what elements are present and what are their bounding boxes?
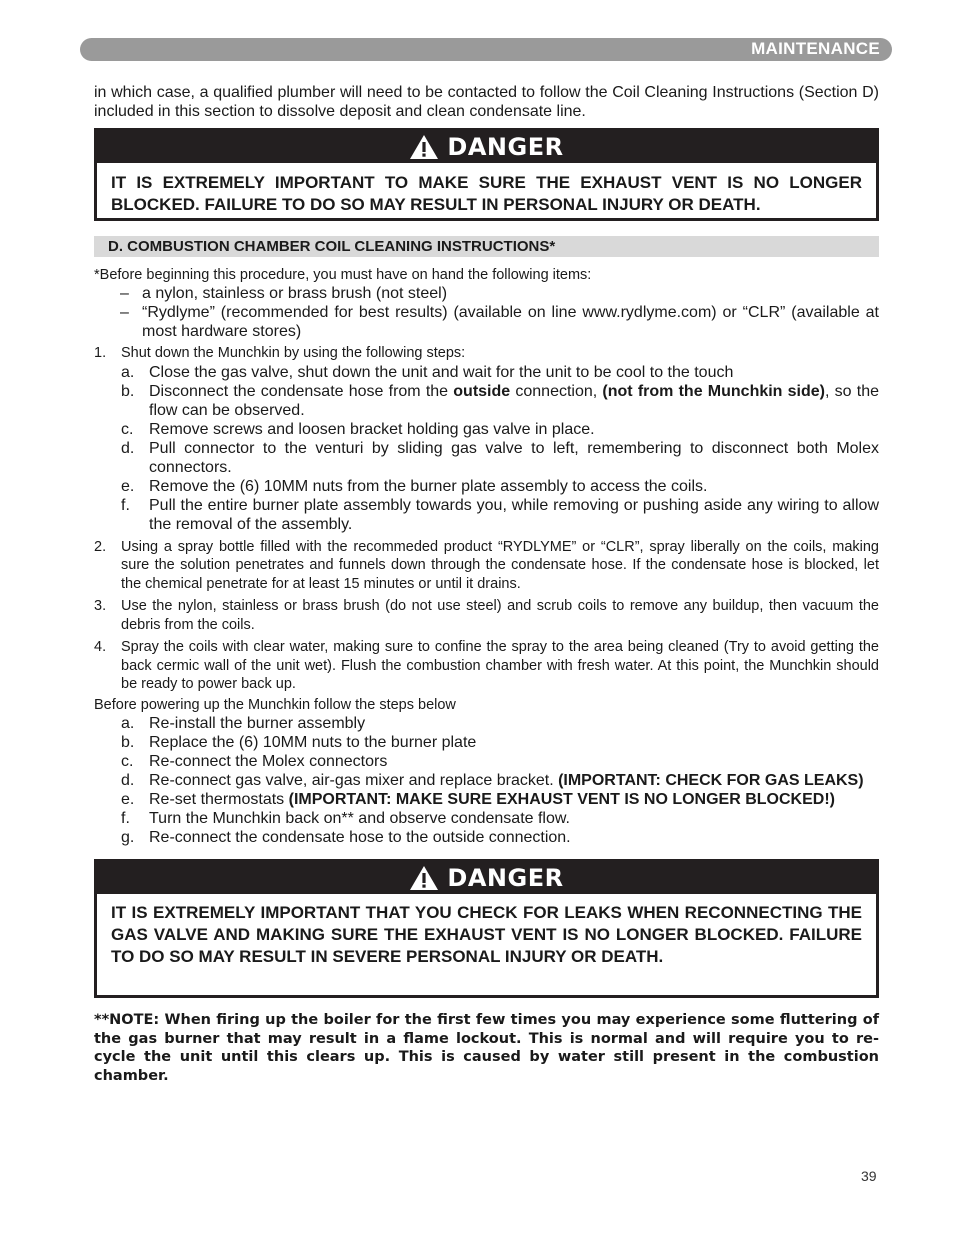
intro-paragraph: in which case, a qualified plumber will need to be contacted to follow the Coil Cleaning Instructions (Section D) included in this section to dissolve deposit and clean condensate line. [94,84,879,120]
step-1-substeps [94,363,879,534]
note-paragraph: **NOTE: When firing up the boiler for the first few times you may experience some fluttering of the gas burner that may result in a flame lockout. This is normal and will require you to re-cycle the unit until this clears up. This is caused by water still present in the combustion chamber. [94,1012,879,1084]
list-item: c. Remove screws and loosen bracket holding gas valve in place. [121,420,595,438]
list-item: f. Turn the Munchkin back on** and observe condensate flow. [121,810,570,827]
danger-title: DANGER [447,133,564,161]
danger-header [97,862,876,894]
section-header: MAINTENANCE [751,39,880,58]
list-item: – a nylon, stainless or brass brush (not steel) [120,285,448,302]
list-item: g. Re-connect the condensate hose to the outside connection. [121,829,571,846]
section-title: D. COMBUSTION CHAMBER COIL CLEANING INSTRUCTIONS* [94,236,879,257]
step-3: 3. Use the nylon, stainless or brass brush (do not use steel) and scrub coils to remove any buildup, then vacuum the debris from the coils. [94,598,879,633]
list-item: a. Close the gas valve, shut down the unit and wait for the unit to be cool to the touch [121,363,734,381]
list-item: d. Re-connect gas valve, air-gas mixer and replace bracket. (IMPORTANT: CHECK FOR GAS LEAKS) [121,772,864,789]
list-item: e. Remove the (6) 10MM nuts from the burner plate assembly to access the coils. [121,477,708,495]
header-bar [80,38,892,61]
list-item: a. Re-install the burner assembly [121,715,366,732]
power-up-steps [94,714,879,847]
page-number: 39 [861,1168,877,1184]
danger-body: IT IS EXTREMELY IMPORTANT THAT YOU CHECK FOR LEAKS WHEN RECONNECTING THE GAS VALVE AND MAKING SURE THE EXHAUST VENT IS NO LONGER BLOCKED. FAILURE TO DO SO MAY RESULT IN SEVERE PERSONAL INJURY OR DEATH. [111,903,862,966]
list-item: b. Replace the (6) 10MM nuts to the burner plate [121,734,477,751]
list-item: b. Disconnect the condensate hose from the outside connection, (not from the Munchkin side), so the flow can be observed. [121,382,879,419]
list-item: – “Rydlyme” (recommended for best results) (available on line www.rydlyme.com) or “CLR” (available at most hardware stores) [120,304,879,340]
list-item: c. Re-connect the Molex connectors [121,753,388,770]
list-item: d. Pull connector to the venturi by sliding gas valve to left, remembering to disconnect both Molex connectors. [121,439,879,476]
supplies-list [94,284,879,341]
warning-triangle-icon [409,865,439,891]
warning-triangle-icon [409,134,439,160]
list-item: e. Re-set thermostats (IMPORTANT: MAKE SURE EXHAUST VENT IS NO LONGER BLOCKED!) [121,791,835,808]
danger-header [97,131,876,163]
step-2: 2. Using a spray bottle filled with the recommeded product “RYDLYME” or “CLR”, spray liberally on the coils, making sure the solution penetrates and funnels down through the condensate hose. If the condensate hose is blocked, let the chemical penetrate for at least 15 minutes or until it drains. [94,538,879,592]
step-4: 4. Spray the coils with clear water, making sure to confine the spray to the area being cleaned (Try to avoid getting the back cermic wall of the unit wet). Flush the combustion chamber with fresh water. At this point, the Munchkin should be ready to power back up. [94,639,879,692]
list-item: f. Pull the entire burner plate assembly towards you, while removing or pushing aside any wiring to allow the removal of the assembly. [121,496,879,533]
danger-body: IT IS EXTREMELY IMPORTANT TO MAKE SURE THE EXHAUST VENT IS NO LONGER BLOCKED. FAILURE TO DO SO MAY RESULT IN PERSONAL INJURY OR DEATH. [111,173,862,214]
danger-box-2 [94,859,879,998]
step-1: 1. Shut down the Munchkin by using the following steps: [94,345,466,361]
before-power-text: Before powering up the Munchkin follow the steps below [94,696,456,713]
danger-title: DANGER [447,864,564,892]
page-content [94,83,879,1085]
danger-box-1 [94,128,879,221]
prelude-text: *Before beginning this procedure, you must have on hand the following items: [94,267,592,283]
